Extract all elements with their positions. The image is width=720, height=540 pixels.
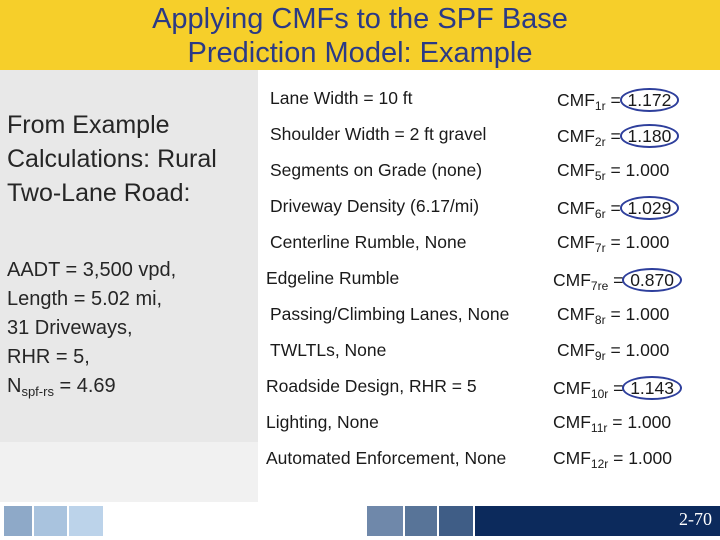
cmf-value-label xyxy=(553,376,682,401)
slide-title xyxy=(0,2,720,70)
cmf-value-circled: 1.172 xyxy=(620,88,680,112)
intro-heading: From Example Calculations: Rural Two-Lane Road: xyxy=(7,111,217,207)
cmf-symbol: CMF xyxy=(557,304,595,324)
cmf-value-label xyxy=(557,232,669,255)
cmf-symbol: CMF xyxy=(557,126,595,146)
cmf-equals: = xyxy=(605,304,626,324)
cmf-value-label xyxy=(557,340,669,363)
cmf-value-label xyxy=(557,196,679,221)
cmf-equals: = xyxy=(605,90,626,110)
cmf-subscript: 7r xyxy=(594,241,606,255)
cmf-subscript: 12r xyxy=(590,457,609,471)
cmf-equals: = xyxy=(605,198,626,218)
cmf-equals: = xyxy=(608,378,629,398)
left-panel-strip xyxy=(0,442,258,502)
cmf-equals: = xyxy=(607,412,628,432)
cmf-value: 1.000 xyxy=(625,340,670,360)
cmf-value-label xyxy=(557,124,679,149)
cmf-equals: = xyxy=(605,340,626,360)
cmf-symbol: CMF xyxy=(553,270,591,290)
cmf-subscript: 2r xyxy=(594,135,606,149)
nspf-text xyxy=(7,372,252,406)
driveways-text: 31 Driveways, xyxy=(7,317,133,339)
cmf-subscript: 6r xyxy=(594,207,606,221)
nspf-value: = 4.69 xyxy=(53,375,116,397)
footer-block xyxy=(34,506,67,536)
cmf-value-label xyxy=(553,412,671,435)
cmf-equals: = xyxy=(605,160,626,180)
nspf-prefix: N xyxy=(7,375,22,397)
cmf-description: Segments on Grade (none) xyxy=(270,160,483,180)
cmf-subscript: 1r xyxy=(594,99,606,113)
cmf-value-circled: 0.870 xyxy=(622,268,682,292)
cmf-description: Edgeline Rumble xyxy=(266,268,400,288)
cmf-value-label xyxy=(553,448,672,471)
cmf-subscript: 8r xyxy=(594,313,606,327)
cmf-subscript: 5r xyxy=(594,169,606,183)
cmf-equals: = xyxy=(608,448,629,468)
footer-block xyxy=(405,506,437,536)
footer-block xyxy=(105,506,365,536)
page-number: 2-70 xyxy=(679,509,712,529)
rhr-text: RHR = 5, xyxy=(7,346,90,368)
footer-block xyxy=(69,506,103,536)
intro-details xyxy=(7,256,252,406)
cmf-description: TWLTLs, None xyxy=(270,340,387,360)
footer-block xyxy=(4,506,32,536)
cmf-symbol: CMF xyxy=(553,448,591,468)
cmf-description: Passing/Climbing Lanes, None xyxy=(270,304,510,324)
cmf-subscript: 9r xyxy=(594,349,606,363)
cmf-value: 1.000 xyxy=(625,160,670,180)
cmf-description: Lighting, None xyxy=(266,412,379,432)
cmf-symbol: CMF xyxy=(557,160,595,180)
cmf-symbol: CMF xyxy=(553,378,591,398)
cmf-value-label xyxy=(557,88,679,113)
cmf-equals: = xyxy=(605,126,626,146)
cmf-description: Lane Width = 10 ft xyxy=(270,88,413,108)
cmf-subscript: 11r xyxy=(590,421,608,435)
length-text: Length = 5.02 mi, xyxy=(7,288,163,310)
cmf-value-label xyxy=(557,304,669,327)
cmf-description: Driveway Density (6.17/mi) xyxy=(270,196,480,216)
cmf-value: 1.000 xyxy=(625,232,670,252)
cmf-equals: = xyxy=(608,270,629,290)
cmf-value-circled: 1.180 xyxy=(620,124,680,148)
nspf-subscript: spf-rs xyxy=(21,384,54,399)
cmf-symbol: CMF xyxy=(557,90,595,110)
cmf-description: Centerline Rumble, None xyxy=(270,232,467,252)
cmf-subscript: 7re xyxy=(590,279,609,293)
cmf-description: Automated Enforcement, None xyxy=(266,448,507,468)
cmf-description: Shoulder Width = 2 ft gravel xyxy=(270,124,487,144)
cmf-value: 1.000 xyxy=(625,304,670,324)
cmf-description: Roadside Design, RHR = 5 xyxy=(266,376,477,396)
title-line-2: Prediction Model: Example xyxy=(187,37,533,69)
aadt-text: AADT = 3,500 vpd, xyxy=(7,259,177,281)
cmf-subscript: 10r xyxy=(590,387,609,401)
cmf-value-label xyxy=(557,160,669,183)
cmf-symbol: CMF xyxy=(553,412,591,432)
cmf-equals: = xyxy=(605,232,626,252)
footer-block xyxy=(439,506,473,536)
cmf-symbol: CMF xyxy=(557,232,595,252)
footer-block xyxy=(367,506,403,536)
cmf-value-circled: 1.143 xyxy=(622,376,682,400)
cmf-symbol: CMF xyxy=(557,340,595,360)
cmf-symbol: CMF xyxy=(557,198,595,218)
cmf-value-label xyxy=(553,268,682,293)
title-line-1: Applying CMFs to the SPF Base xyxy=(152,3,568,35)
cmf-value: 1.000 xyxy=(628,448,672,468)
cmf-value-circled: 1.029 xyxy=(620,196,680,220)
cmf-value: 1.000 xyxy=(627,412,672,432)
